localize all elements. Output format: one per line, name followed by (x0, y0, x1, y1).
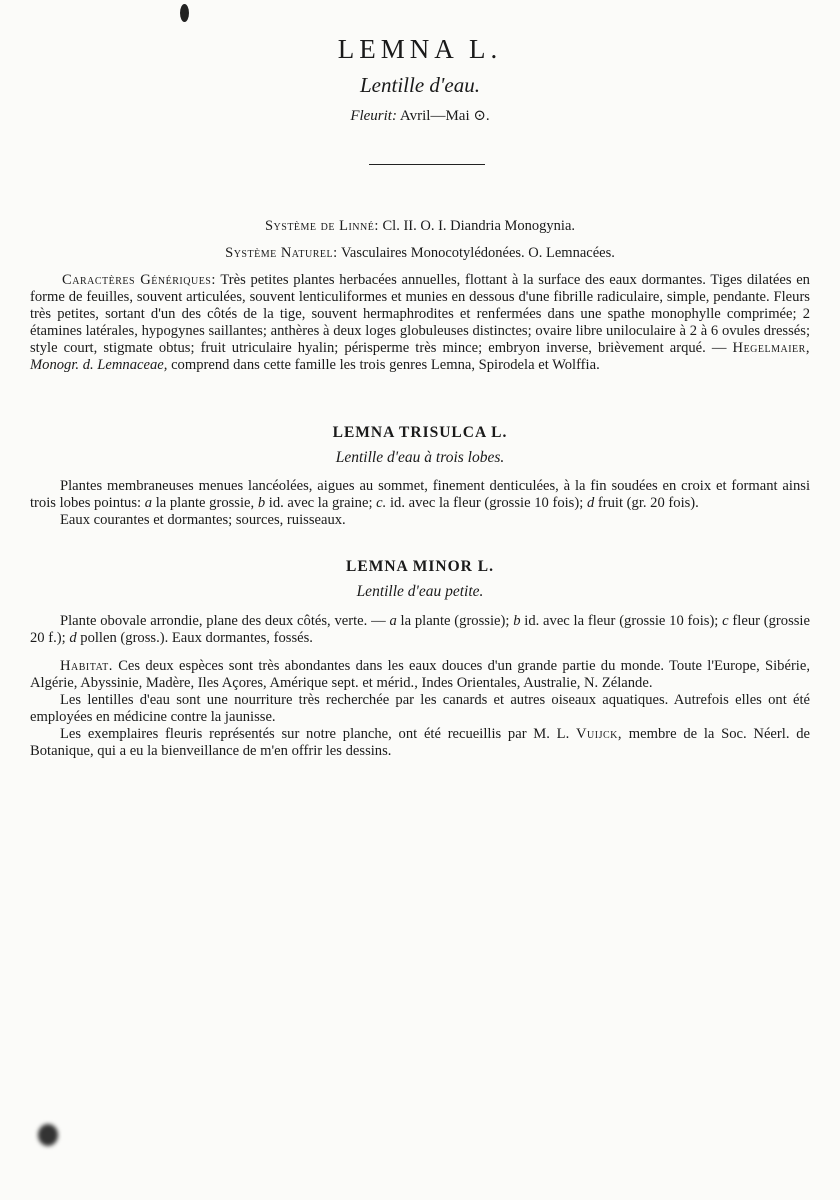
species-common-minor: Lentille d'eau petite. (356, 583, 484, 600)
minor-description (30, 613, 810, 647)
habitat-text: Ces deux espèces sont très abondantes dans les eaux douces d'un grande partie du monde. Toute l'Europe, Sibérie, Algérie, Abyssinie, Madère, Iles Açores, Amérique sept. et mérid., Indes Orientales, Australie, N. Zélande. (30, 658, 810, 691)
genus-title: LEMNA L. (337, 34, 503, 64)
habitat-label: Habitat. (60, 658, 113, 674)
desc-text: Plante obovale arrondie, plane des deux côtés, verte. — (60, 613, 386, 629)
habitat-paragraph (30, 658, 810, 692)
trisulca-habitat: Eaux courantes et dormantes; sources, ruisseaux. (60, 511, 346, 528)
desc-text: pollen (gross.). Eaux dormantes, fossés. (80, 629, 313, 646)
desc-text: fruit (gr. 20 fois). (597, 494, 699, 511)
flowering-value: Avril—Mai ⊙. (399, 108, 490, 124)
specimens-text-end: membre de la Soc. Néerl. de Botanique, qui a eu la bienveillance de m'en offrir les dessins. (30, 725, 810, 759)
desc-text: la plante grossie, (155, 494, 255, 511)
figure-letter: c. (376, 494, 387, 511)
ink-spot (38, 1124, 58, 1146)
desc-text: id. avec la fleur (grossie 10 fois); (524, 613, 719, 629)
caracteres-label: Caractères Génériques: (62, 272, 216, 288)
figure-letter: d (586, 494, 595, 511)
flowering-label: Fleurit: (350, 108, 397, 124)
species-common-trisulca: Lentille d'eau à trois lobes. (335, 449, 505, 466)
desc-text: id. avec la fleur (grossie 10 fois); (389, 494, 584, 511)
divider (369, 164, 485, 165)
desc-text: Plantes membraneuses menues lancéolées, aigues au sommet, finement denticulées, à la fin soudées en croix et formant ainsi trois lobes pointus: (30, 478, 810, 511)
caracteres-text: Très petites plantes herbacées annuelles, flottant à la surface des eaux dormantes. Tiges dilatées en forme de feuilles, souvent articulées, souvent lenticuliformes et munies en dessous d'une fibrille radiculaire, simple, pendante. Fleurs très petites, sortant d'un des côtés de la tige, souvent hermaphrodites et renfermées dans une spathe monophylle comprimée; 2 étamines latérales, hypogynes saillantes; anthères à deux loges globuleuses distinctes; ovaire libre uniloculaire à 2 à 6 ovules dressés; style court, stigmate obtus; fruit utriculaire hyalin; périsperme très mince; embryon inverse, brièvement arqué. — (30, 272, 810, 356)
generic-characters (30, 272, 810, 373)
species-title-minor: LEMNA MINOR L. (346, 558, 494, 575)
specimens-paragraph (30, 726, 810, 760)
trisulca-desc-paragraph (30, 478, 810, 512)
linne-system (0, 218, 840, 235)
habitat-section (30, 658, 810, 759)
minor-desc-paragraph (30, 613, 810, 647)
figure-letter: c (722, 613, 729, 629)
desc-text: la plante (grossie); (400, 613, 510, 629)
specimens-text: Les exemplaires fleuris représentés sur notre planche, ont été recueillis par M. L. (60, 725, 570, 742)
desc-text: fleur (grossie 20 f.); (30, 613, 810, 646)
desc-text: id. avec la graine; (268, 494, 373, 511)
flowering-period (0, 106, 840, 125)
naturel-value: Vasculaires Monocotylédonées. O. Lemnacées. (341, 245, 615, 261)
collector-name: Vuijck, (576, 725, 623, 742)
linne-label: Système de Linné: (264, 218, 379, 234)
trisulca-description (30, 478, 810, 529)
species-title-trisulca: LEMNA TRISULCA L. (332, 424, 508, 441)
genus-common-name: Lentille d'eau. (360, 73, 480, 97)
figure-letter: a (389, 613, 397, 629)
linne-value: Cl. II. O. I. Diandria Monogynia. (382, 218, 576, 234)
figure-letter: b (257, 494, 266, 511)
caracteres-text-end: comprend dans cette famille les trois genres Lemna, Spirodela et Wolffia. (171, 356, 600, 373)
work-title: Monogr. d. Lemnaceae, (30, 356, 168, 373)
naturel-label: Système Naturel: (225, 245, 338, 261)
figure-letter: a (144, 494, 153, 511)
natural-system (0, 245, 840, 262)
usage-paragraph: Les lentilles d'eau sont une nourriture très recherchée par les canards et autres oiseaux aquatiques. Autrefois elles ont été employées en médicine contre la jaunisse. (30, 691, 810, 725)
figure-letter: b (513, 613, 521, 629)
author-name: Hegelmaier, (732, 339, 810, 356)
figure-letter: d (69, 629, 77, 646)
ink-spot (180, 4, 189, 22)
